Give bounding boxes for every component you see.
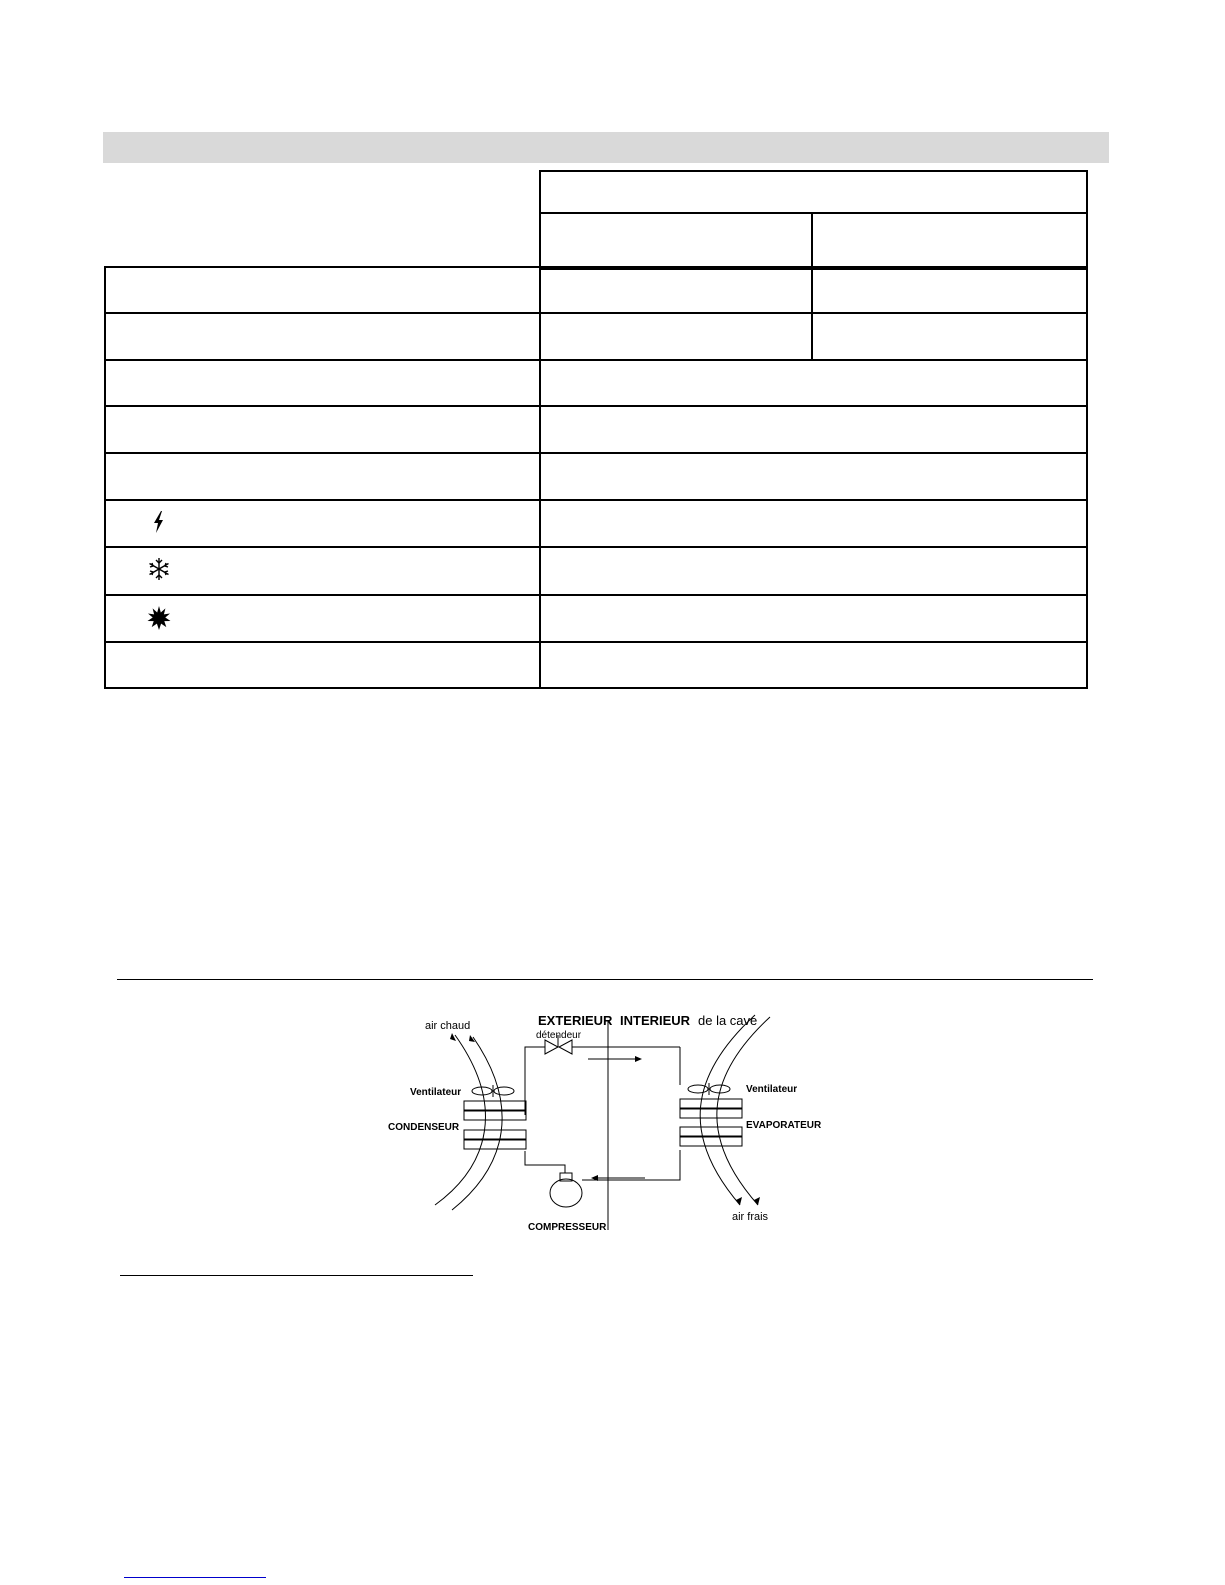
table-row [104,499,1088,501]
ventilateur-right-label: Ventilateur [746,1084,798,1095]
lightning-bolt-icon [147,510,171,534]
table-row [104,594,1088,596]
compresseur-label: COMPRESSEUR [528,1222,607,1233]
evaporateur-label: EVAPORATEUR [746,1120,822,1131]
footnote-separator [120,1275,473,1276]
detendeur-label: détendeur [536,1030,582,1041]
table-row [104,405,1088,407]
section-header-bar [103,132,1109,163]
table-body [104,266,1088,689]
air-chaud-label: air chaud [425,1020,471,1032]
refrigeration-cycle-diagram [380,1005,840,1240]
table-header-box [539,170,1088,270]
footer-link-underline [124,1577,266,1578]
condenseur-label: CONDENSEUR [388,1122,460,1133]
table-row [104,641,1088,643]
ventilateur-left-label: Ventilateur [410,1087,462,1098]
table-row [104,546,1088,548]
interieur-label: INTERIEUR [620,1013,691,1028]
de-la-cave-label: de la cave [698,1013,758,1028]
table-row [104,452,1088,454]
exterieur-label: EXTERIEUR [538,1013,613,1028]
table-header-divider [539,212,1088,214]
section-divider [117,979,1093,980]
air-frais-label: air frais [732,1211,769,1223]
table-row [104,312,1088,314]
table-label-column-divider [539,266,541,689]
snowflake-icon [147,557,171,581]
table-row [104,359,1088,361]
starburst-icon [147,606,171,630]
